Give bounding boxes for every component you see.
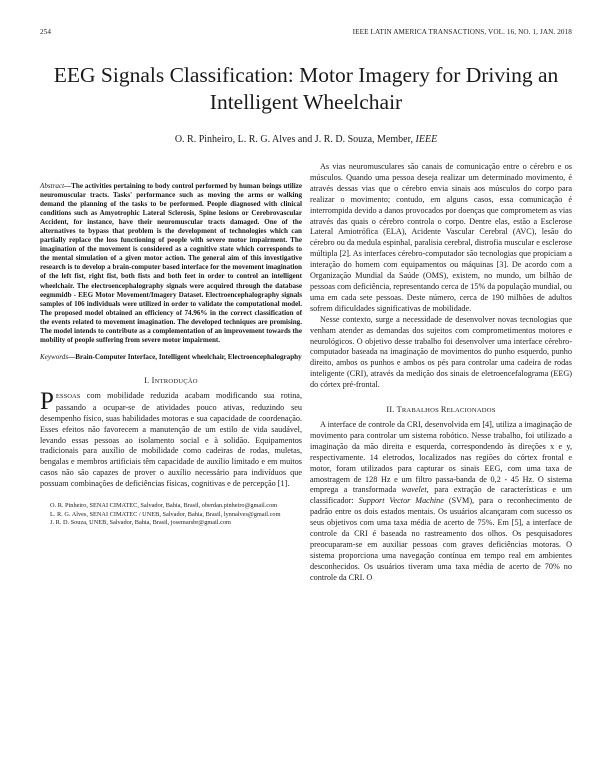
- paper-title: EEG Signals Classification: Motor Imagery for Driving an Intelligent Wheelchair: [53, 63, 559, 114]
- author-membership: IEEE: [415, 134, 438, 145]
- text-run: (SVM), para o reconhecimento de padrão entre os dois estados mentais. Os usuários alcançaram com sucesso os seus objetivos com uma taxa média de acerto de 75%. Em [5], a interface de controle da CRI é baseada no rastreamento dos olhos. Os pesquisadores preocuparam-se em auxiliar pessoas com graves deficiências motoras. O sistema proporciona uma navegação contínua em tempo real em ambientes desconhecidos. Os usuários tiveram uma taxa média de acerto de 70% no controle da CRI. O: [310, 496, 572, 582]
- section-heading-introduction: [40, 376, 302, 385]
- intro-text: com mobilidade reduzida acabam modificando sua rotina, passando a ocupar-se de atividades pouco ativas, reduzindo seu desempenho físico, suas habilidades motoras e sua capacidade de coordenação. Esses efeitos não favorecem a manutenção de um estilo de vida saudável, levando essas pessoas ao isolamento social e à solidão. Equipamentos tradicionais para auxílio de mobilidade como cadeiras de rodas, muletas, bengalas e membros artificiais têm capacidade de auxílio limitado e em muitos casos não são capazes de prover o auxílio necessário para indivíduos que possuam combinações de deficiências físicas, cognitivas e de percepção [1].: [40, 390, 302, 489]
- drop-cap: P: [40, 387, 54, 415]
- right-column: [310, 162, 572, 584]
- italic-term: wavelet: [401, 485, 427, 495]
- left-column: [40, 182, 302, 528]
- text-run: A interface de controle da CRI, desenvolvida em [4], utiliza a imaginação de movimento para controlar um sistema robótico. Nesse trabalho, foi utilizado a imaginação da mão direita e esquerda, correspondendo às direções x e y, respectivamente. 14 eletrodos, localizados nas regiões do córtex frontal e motor, foram utilizados para capturar os sinais EEG, com uma taxa de amostragem de 128 Hz e um filtro passa-banda de 0,2 - 45 Hz. O sistema emprega a transformada: [310, 420, 572, 495]
- paragraph: Nesse contexto, surge a necessidade de desenvolver novas tecnologias que venham atender as demandas dos sujeitos com comprometimentos motores e neurológicos. O objetivo desse trabalho foi desenvolver uma interface cérebro-computador baseada na imaginação de movimentos do punho esquerdo, punho direito, ambos os punhos e ambos os pés para controlar uma cadeira de rodas inteligente (CRI), através da medição dos sinais de eletroencefalograma (EEG) do córtex pré-frontal.: [310, 314, 572, 390]
- footnote: O. R. Pinheiro, SENAI CIMATEC, Salvador, Bahia, Brasil, oberdan.pinheiro@gmail.com: [50, 502, 278, 510]
- abstract-label: Abstract: [40, 182, 65, 190]
- text-run: , para extração de características e um classificador:: [310, 485, 572, 506]
- intro-paragraph: [40, 387, 302, 490]
- author-names: O. R. Pinheiro, L. R. G. Alves and J. R. D. Souza, Member,: [174, 134, 414, 145]
- abstract-text: —The activities pertaining to body control performed by human beings utilize neuromuscular tracts. Tasks' performance such as moving the arms or walking demand the planning of the tasks to be performed. People diagnosed with clinical conditions such as Amyotrophic Lateral Sclerosis, Spine lesions or Cerebrovascular Accident, for instance, have their neuromuscular tracts damaged. One of the alternatives to bypass that problem is the development of technologies which can partially replace the loss functioning of people with severe motor impairment. The imagination of the movement is considered as a cognitive state which corresponds to the mental simulation of a given motor action. The general aim of this investigative research is to develop a brain-computer based interface for the movement imagination of the left fist, right fist, both fists and both feet in order to control an intelligent wheelchair. The electroencephalography signals were acquired through the database eegmmidb - EEG Motor Movement/Imagery Dataset. Electroencephalography signals samples of 106 individuals were utilized in order to validate the computational model. The proposed model obtained an efficiency of 74.96% in the correct classification of the events related to movement imagination. The developed techniques are promising. The model intends to contribute as a complementation of an improvement towards the mobility of people suffering from severe motor impairment.: [40, 182, 302, 344]
- section-rest: NTRODUÇÃO: [154, 377, 198, 385]
- keywords-label: Keywords: [40, 352, 69, 361]
- keywords: [40, 353, 302, 362]
- section-initial: I: [151, 375, 155, 385]
- page-number: 254: [40, 28, 52, 36]
- section-initial: R: [440, 405, 447, 415]
- author-line: [40, 134, 572, 145]
- section-rest: ELACIONADOS: [446, 407, 496, 415]
- section-numeral: I.: [144, 375, 150, 385]
- section-rest: RABALHOS: [401, 407, 441, 415]
- running-header: [40, 28, 572, 40]
- journal-info: IEEE LATIN AMERICA TRANSACTIONS, VOL. 16, NO. 1, JAN. 2018: [352, 28, 572, 36]
- footnote: L. R. G. Alves, SENAI CIMATEC / UNEB, Salvador, Bahia, Brasil, lynnalves@gmail.com: [50, 510, 281, 518]
- related-work-paragraph: [310, 420, 572, 584]
- author-footnotes: [40, 502, 302, 528]
- paragraph: As vias neuromusculares são canais de comunicação entre o cérebro e os músculos. Quando uma pessoa deseja realizar um determinado movimento, é através dessas vias que o cérebro envia sinais aos músculos do corpo para realizar o movimento; contudo, em alguns casos, essa comunicação é interrompida devido a danos provocados por doenças que comprometem as vias através das quais o cérebro controla o corpo. Dentre elas, estão a Esclerose Lateral Amiotrófica (ELA), Acidente Vascular Cerebral (AVC), lesão do cérebro ou da medula espinhal, paralisia cerebral, distrofia muscular e esclerose múltipla [2]. As interfaces cérebro-computador são tecnologias que propiciam a interação do homem com equipamentos ou máquinas [3]. De acordo com a Organização Mundial da Saúde (OMS), existem, no mundo, um bilhão de pessoas com deficiência, representando cerca de 15% da população mundial, ou uma em cada sete pessoas. Deste número, cerca de 190 milhões de adultos sofrem dificuldades significativas de mobilidade.: [310, 162, 572, 313]
- italic-term: Support Vector Machine: [358, 496, 444, 506]
- section-heading-related-work: [310, 405, 572, 414]
- keywords-text: —Brain-Computer Interface, Intelligent wheelchair, Electroencephalography: [68, 352, 302, 361]
- section-initial: T: [396, 405, 402, 415]
- footnote: J. R. D. Souza, UNEB, Salvador, Bahia, Brasil, josemarsbr@gmail.com: [50, 519, 231, 527]
- abstract: [40, 182, 302, 345]
- section-numeral: II.: [386, 405, 395, 415]
- intro-smallcaps: ESSOAS: [55, 392, 81, 400]
